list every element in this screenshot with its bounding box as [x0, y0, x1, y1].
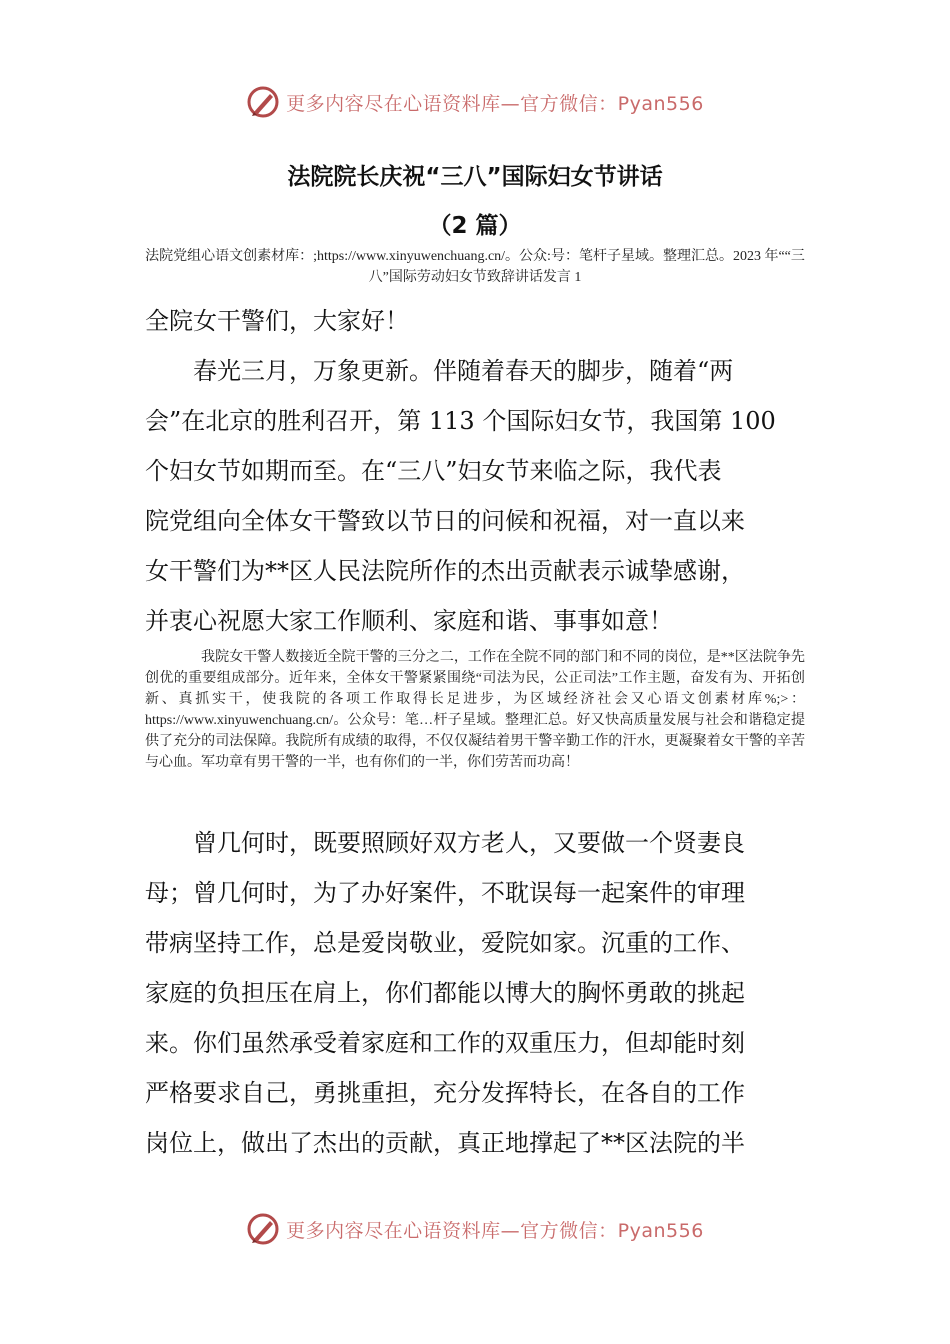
pen-logo-icon [246, 85, 280, 119]
greeting: 全院女干警们，大家好！ [145, 307, 409, 335]
pen-logo-icon [246, 1212, 280, 1246]
small-paragraph-text: 我院女干警人数接近全院干警的三分之二，工作在全院不同的部门和不同的岗位，是**区法院争先创优的重要组成部分。近年来，全体女干警紧紧围绕“司法为民，公正司法”工作主题，奋发有为、开拓创新、真抓实干，使我院的各项工作取得长足进步，为区域经济社会又心语文创素材库%;>：https://www.xinyuwenchuang.cn/。公众号：笔…杆子星域。整理汇总。好又快高质量发展与社会和谐稳定提供了充分的司法保障。我院所有成绩的取得，不仅仅凝结着男干警辛勤工作的汗水，更凝聚着女干警的辛苦与心血。军功章有男干警的一半，也有你们的一半，你们劳苦而功高！ [145, 650, 805, 770]
paragraph-line: 个妇女节如期而至。在“三八”妇女节来临之际，我代表 [145, 457, 722, 485]
small-paragraph [145, 647, 805, 773]
paragraph-line: 带病坚持工作，总是爱岗敬业，爱院如家。沉重的工作、 [145, 929, 745, 957]
paragraph-line: 严格要求自己，勇挑重担，充分发挥特长，在各自的工作 [145, 1079, 745, 1107]
paragraph-line: 并衷心祝愿大家工作顺利、家庭和谐、事事如意！ [145, 607, 673, 635]
paragraph-line: 春光三月，万象更新。伴随着春天的脚步，随着“两 [145, 357, 734, 385]
header-banner [0, 82, 950, 122]
paragraph-line: 院党组向全体女干警致以节日的问候和祝福，对一直以来 [145, 507, 745, 535]
paragraph-line: 母；曾几何时，为了办好案件，不耽误每一起案件的审理 [145, 879, 745, 907]
paragraph-line: 曾几何时，既要照顾好双方老人，又要做一个贤妻良 [145, 829, 745, 857]
paragraph-line: 家庭的负担压在肩上，你们都能以博大的胸怀勇敢的挑起 [145, 979, 745, 1007]
paragraph-line: 会”在北京的胜利召开，第 113 个国际妇女节，我国第 100 [145, 407, 776, 435]
banner-text: 更多内容尽在心语资料库—官方微信：Pyan556 [286, 1219, 704, 1242]
source-note: 法院党组心语文创素材库：;https://www.xinyuwenchuang.cn/。公众:号：笔杆子星域。整理汇总。2023 年““三八”国际劳动妇女节致辞讲话发言 1 [145, 249, 805, 285]
footer-banner [0, 1209, 950, 1249]
document-subtitle: （2 篇） [428, 213, 522, 239]
paragraph-line: 岗位上，做出了杰出的贡献，真正地撑起了**区法院的半 [145, 1129, 745, 1157]
paragraph-line: 女干警们为**区人民法院所作的杰出贡献表示诚挚感谢， [145, 557, 745, 585]
banner-text: 更多内容尽在心语资料库—官方微信：Pyan556 [286, 92, 704, 115]
document-title: 法院院长庆祝“三八”国际妇女节讲话 [287, 164, 663, 190]
paragraph-line: 来。你们虽然承受着家庭和工作的双重压力，但却能时刻 [145, 1029, 745, 1057]
